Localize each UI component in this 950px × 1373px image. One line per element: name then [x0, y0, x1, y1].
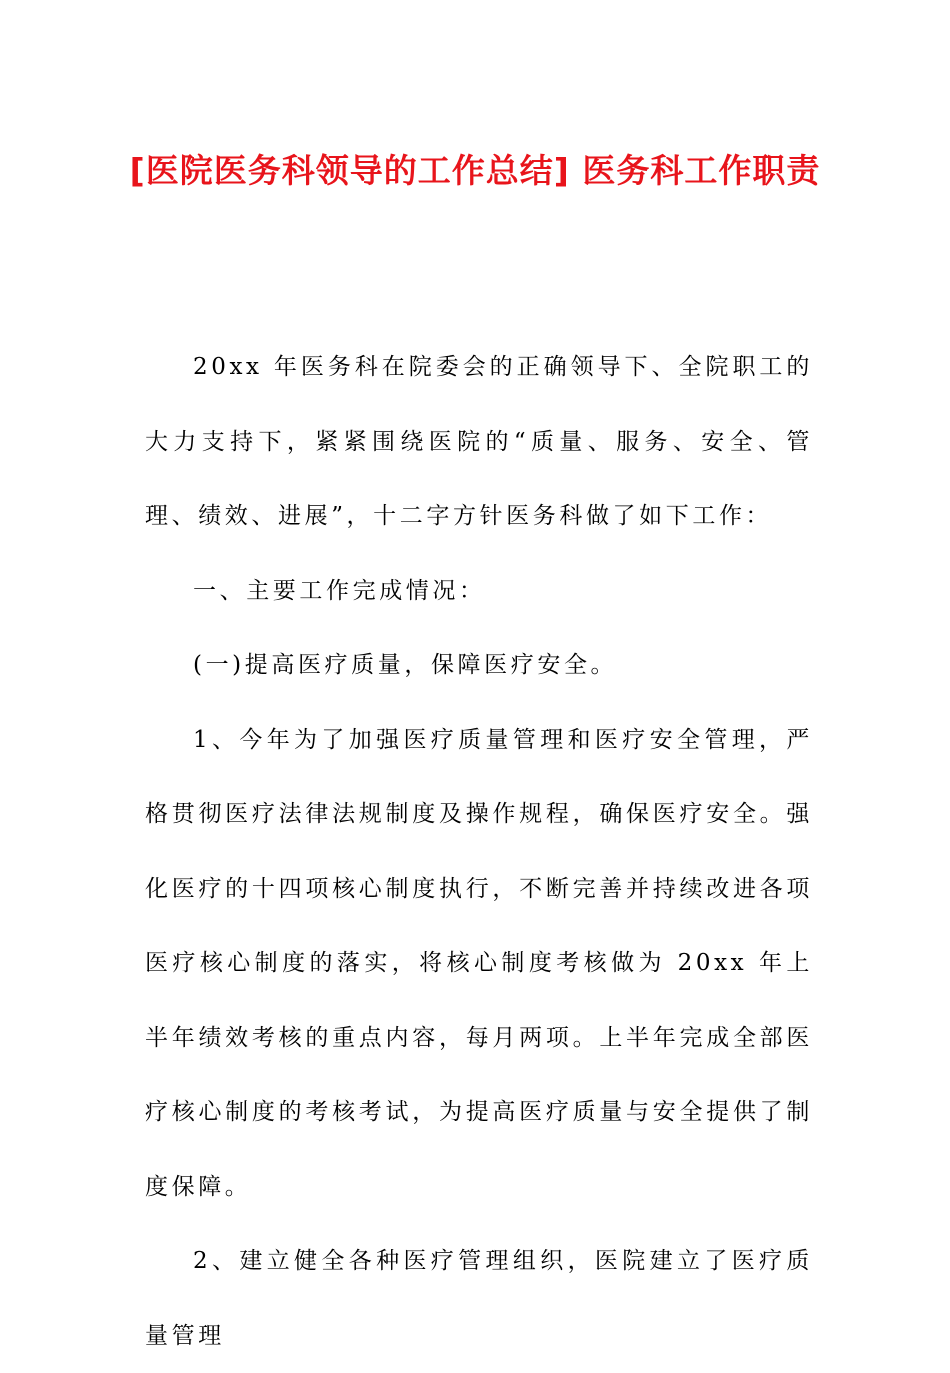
paragraph-item-2: 2、建立健全各种医疗管理组织，医院建立了医疗质量管理 [145, 1248, 813, 1349]
document-title: [医院医务科领导的工作总结] 医务科工作职责 [129, 151, 821, 190]
section-heading-main-work: 一、主要工作完成情况： [193, 577, 486, 604]
subsection-heading-quality: (一)提高医疗质量，保障医疗安全。 [193, 652, 618, 678]
document-body [145, 330, 813, 1373]
paragraph-item-1: 1、今年为了加强医疗质量管理和医疗安全管理，严格贯彻医疗法律法规制度及操作规程，确保医疗安全。强化医疗的十四项核心制度执行，不断完善并持续改进各项医疗核心制度的落实，将核心制度考核做为 20xx 年上半年绩效考核的重点内容，每月两项。上半年完成全部医疗核心制度的考核考试，为提高医疗质量与安全提供了制度保障。 [145, 726, 813, 1200]
paragraph-intro: 20xx 年医务科在院委会的正确领导下、全院职工的大力支持下，紧紧围绕医院的“质量、服务、安全、管理、绩效、进展”，十二字方针医务科做了如下工作： [145, 354, 813, 529]
